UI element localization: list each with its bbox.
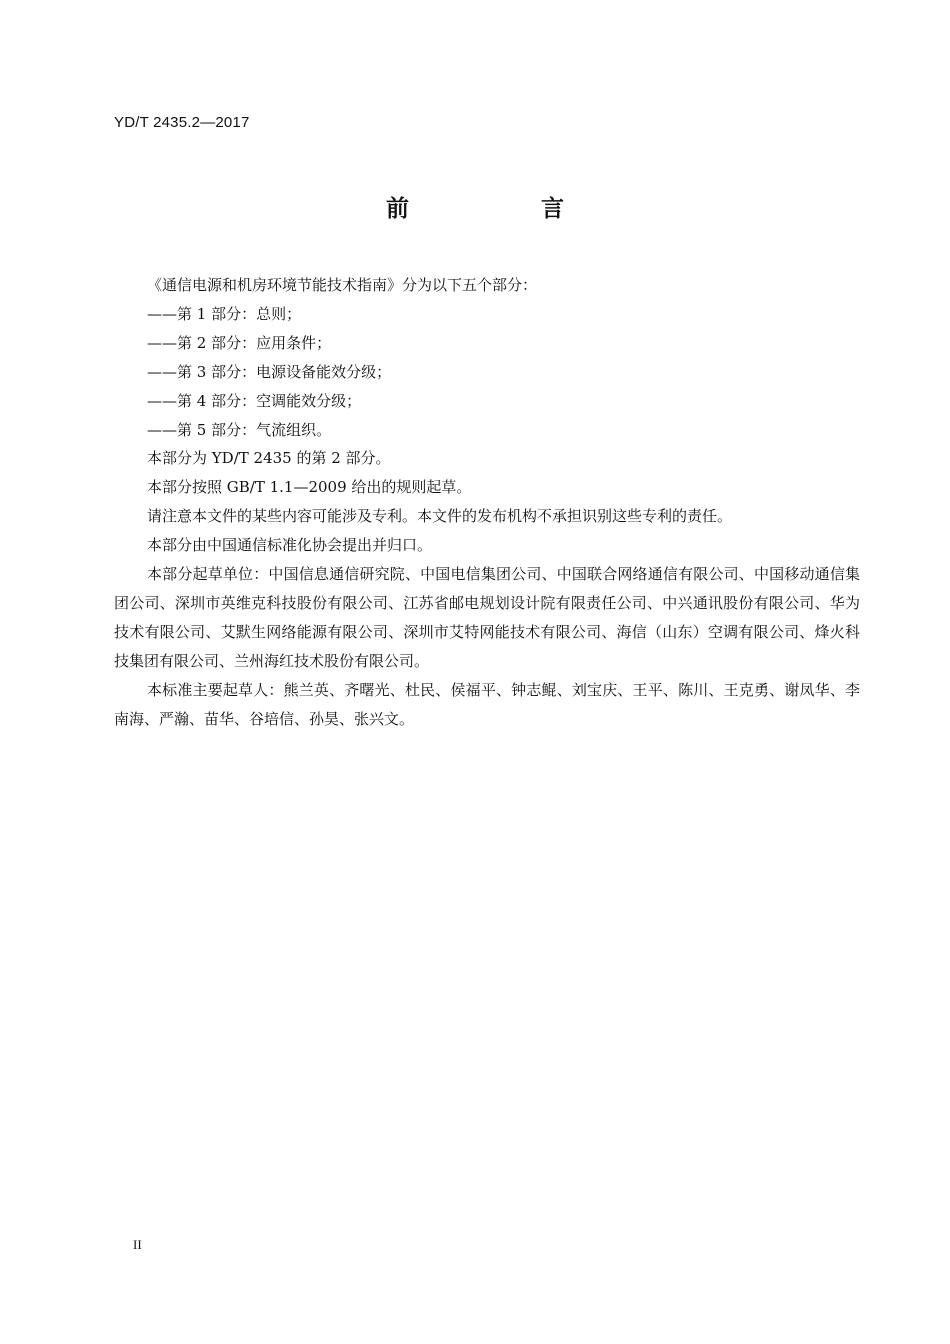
proposed-by-paragraph: 本部分由中国通信标准化协会提出并归口。 [147,536,433,555]
intro-paragraph: 《通信电源和机房环境节能技术指南》分为以下五个部分： [147,276,538,294]
patent-notice-paragraph: 请注意本文件的某些内容可能涉及专利。本文件的发布机构不承担识别这些专利的责任。 [147,507,733,526]
page-number: II [133,1237,142,1252]
part-list-item-3: ——第 3 部分：电源设备能效分级； [147,362,392,381]
part-list-item-5: ——第 5 部分：气流组织。 [147,420,332,439]
drafters-paragraph: 本标准主要起草人：熊兰英、齐曙光、杜民、侯福平、钟志鲲、刘宝庆、王平、陈川、王克勇、谢凤华、李南海、严瀚、苗华、谷培信、孙昊、张兴文。 [114,680,860,728]
page-title: 前 言 [385,196,626,222]
part-list-item-2: ——第 2 部分：应用条件； [147,333,332,352]
foreword-body [114,271,860,734]
drafting-rules-paragraph: 本部分按照 GB/T 1.1—2009 给出的规则起草。 [147,478,472,497]
drafting-units-paragraph: 本部分起草单位：中国信息通信研究院、中国电信集团公司、中国联合网络通信有限公司、中国移动通信集团公司、深圳市英维克科技股份有限公司、江苏省邮电规划设计院有限责任公司、中兴通讯股份有限公司、华为技术有限公司、艾默生网络能源有限公司、深圳市艾特网能技术有限公司、海信（山东）空调有限公司、烽火科技集团有限公司、兰州海红技术股份有限公司。 [114,565,860,670]
this-part-paragraph: 本部分为 YD/T 2435 的第 2 部分。 [147,449,391,468]
standard-code: YD/T 2435.2—2017 [114,114,250,131]
part-list-item-1: ——第 1 部分：总则； [147,304,302,323]
part-list-item-4: ——第 4 部分：空调能效分级； [147,391,362,410]
